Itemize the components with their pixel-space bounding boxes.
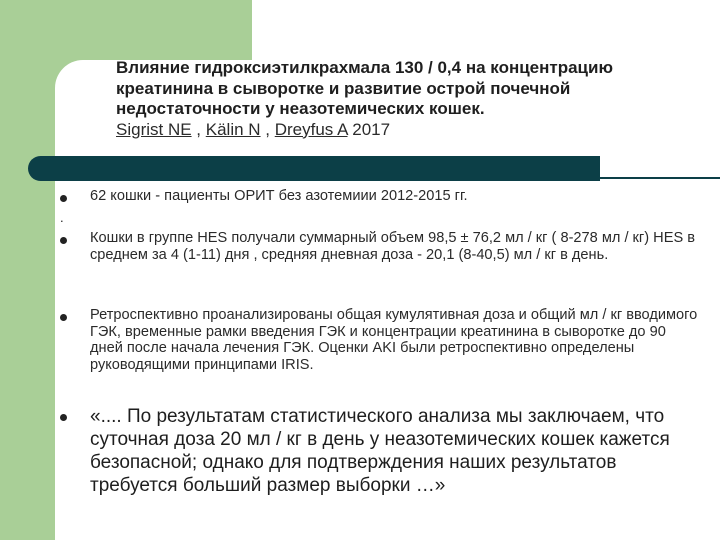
author-3[interactable]: Dreyfus A [274, 119, 348, 139]
bullet-item-2: Кошки в группе HES получали суммарный объем 98,5 ± 76,2 мл / кг ( 8-278 мл / кг) HES в среднем за 4 (1-11) дня , средняя дневная доза - 20,1 (8-40,5) мл / кг в день. [90, 230, 695, 263]
title-divider-line [600, 177, 720, 179]
slide-title [116, 58, 706, 140]
bullet-item-3: Ретроспективно проанализированы общая кумулятивная доза и общий мл / кг вводимого ГЭК, временные рамки введения ГЭК и концентрации креатинина в сыворотке до 90 дней после начала лечения ГЭК. Оценки AKI были ретроспективно определены руководящими принципами IRIS. [90, 307, 698, 373]
bullet-dot-1 [60, 195, 67, 202]
bullet-dot-3 [60, 314, 67, 321]
author-2[interactable]: Kälin N [205, 119, 261, 139]
title-text: Влияние гидроксиэтилкрахмала 130 / 0,4 на концентрацию креатинина в сыворотке и развитие острой почечной недостаточности у неазотемических кошек. [116, 58, 613, 118]
bullet-dot-2 [60, 237, 67, 244]
bullet-item-1: 62 кошки - пациенты ОРИТ без азотемиии 2012-2015 гг. [90, 188, 468, 204]
bullet-dot-4 [60, 414, 67, 421]
publication-year: 2017 [352, 119, 391, 139]
authors-line [116, 120, 390, 139]
stray-dot: . [60, 210, 64, 225]
bullet-item-4: «.... По результатам статистического анализа мы заключаем, что суточная доза 20 мл / кг в день у неазотемических кошек кажется безопасной; однако для подтверждения наших результатов требуется больший размер выборки …» [90, 406, 670, 496]
author-sep-1: , [191, 119, 206, 139]
title-divider-band [28, 156, 600, 181]
author-1[interactable]: Sigrist NE [116, 119, 192, 139]
author-sep-2: , [260, 119, 275, 139]
